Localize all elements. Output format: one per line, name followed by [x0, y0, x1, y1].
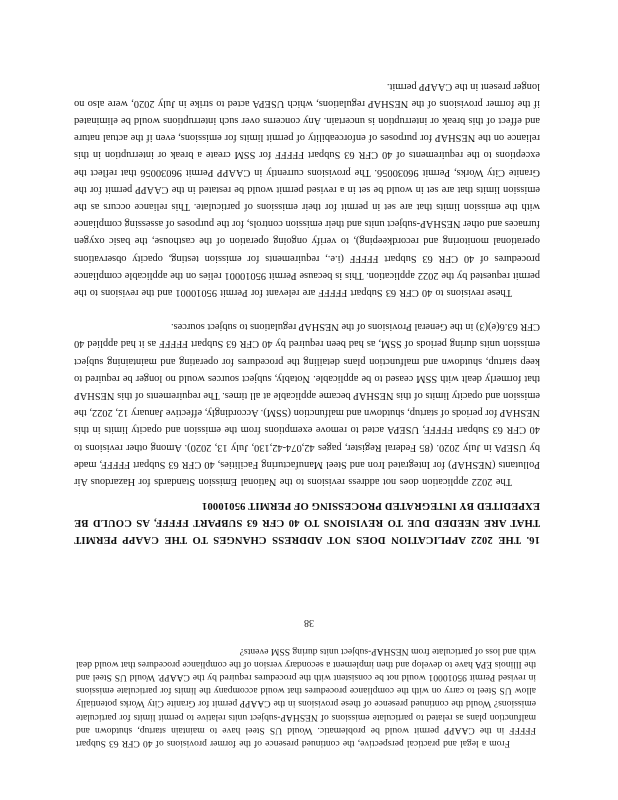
section-heading: 16. THE 2022 APPLICATION DOES NOT ADDRESS CHANGES TO THE CAAPP PERMIT THAT ARE NEEDED DUE TO REVISIONS TO 40 CFR 63 SUBPART FFFFF, AS COULD BE EXPEDITED BY INTEGRATED PROCESSING OF PERMIT 95010001	[74, 500, 540, 545]
body-paragraph: The 2022 application does not address revisions to the National Emission Standards for Hazardous Air Pollutants (NESHAP) for Integrated Iron and Steel Manufacturing Facilities, 40 CFR 63 Subpart FFFFF, made by USEPA in July 2020. (85 Federal Register, pages 42,074-42,130, July 13, 2020). Among other revisions to 40 CFR 63 Subpart FFFFF, USEPA acted to remove exemptions from the emission and opacity limits in this NESHAP for periods of startup, shutdown and malfunction (SSM). Accordingly, effective January 12, 2022, the emission and opacity limits of this NESHAP became applicable at all times. The requirements of this NESHAP that formerly dealt with SSM ceased to be applicable. Notably, subject sources would no longer be required to keep startup, shutdown and malfunction plans detailing the procedures for operating and maintaining subject emission units during periods of SSM, as had been required by 40 CFR 63 Subpart FFFFF as it had applied 40 CFR 63.6(e)(3) in the General Provisions of the NESHAP regulations to subject sources.	[74, 321, 540, 487]
carried-over-paragraph: From a legal and practical perspective, the continued presence of the former provisions of 40 CFR 63 Subpart FFFFF in the CAAPP permit would be problematic. Would US Steel have to maintain startup, shutdown and malfunction plans as related to particulate emissions of NESHAP-subject units relative to permit limits for particulate emissions? Would the continued presence of these provisions in the CAAPP permit for Granite City Works potentially allow US Steel to carry on with the compliance procedures that would accompany the limits for particulate emissions in revised Permit 95010001 would not be consistent with the procedures required by the CAAPP. Would US Steel and the Illinois EPA have to develop and then implement a secondary version of the compliance procedures that would deal with and loss of particulate from NESHAP-subject units during SSM events?	[76, 645, 536, 749]
section-body	[74, 77, 540, 490]
page-number: 38	[304, 617, 314, 628]
body-paragraph: These revisions to 40 CFR 63 Subpart FFFFF are relevant for Permit 95010001 and the revisions to the permit requested by the 2022 application. This is because Permit 95010001 relies on the applicable compliance procedures of 40 CFR 63 Subpart FFFFF (i.e., requirements for emission testing, opacity observations operational monitoring and recordkeeping), to verify ongoing operation of the casthouse, the basic oxygen furnaces and other NESHAP-subject units and their emission controls, for the purposes of assessing compliance with the emission limits that are set in permit for their emissions of particulate. This reliance occurs as the emission limits that are set in would be set in a revised permit would be restated in the CAAPP permit for the Granite City Works, Permit 96030056. The provisions currently in CAAPP Permit 96030056 that reflect the exceptions to the requirements of 40 CFR 63 Subpart FFFFF for SSM create a break or interruption in this reliance on the NESHAP for purposes of enforceability of permit limits for emissions, even if the actual nature and effect of this break or interruption is uncertain. Any concerns over such interruptions would be eliminated if the former provisions of the NESHAP regulations, which USEPA acted to strike in July 2020, were also no longer present in the CAAPP permit.	[74, 80, 540, 298]
carried-over-text-block	[76, 644, 536, 750]
